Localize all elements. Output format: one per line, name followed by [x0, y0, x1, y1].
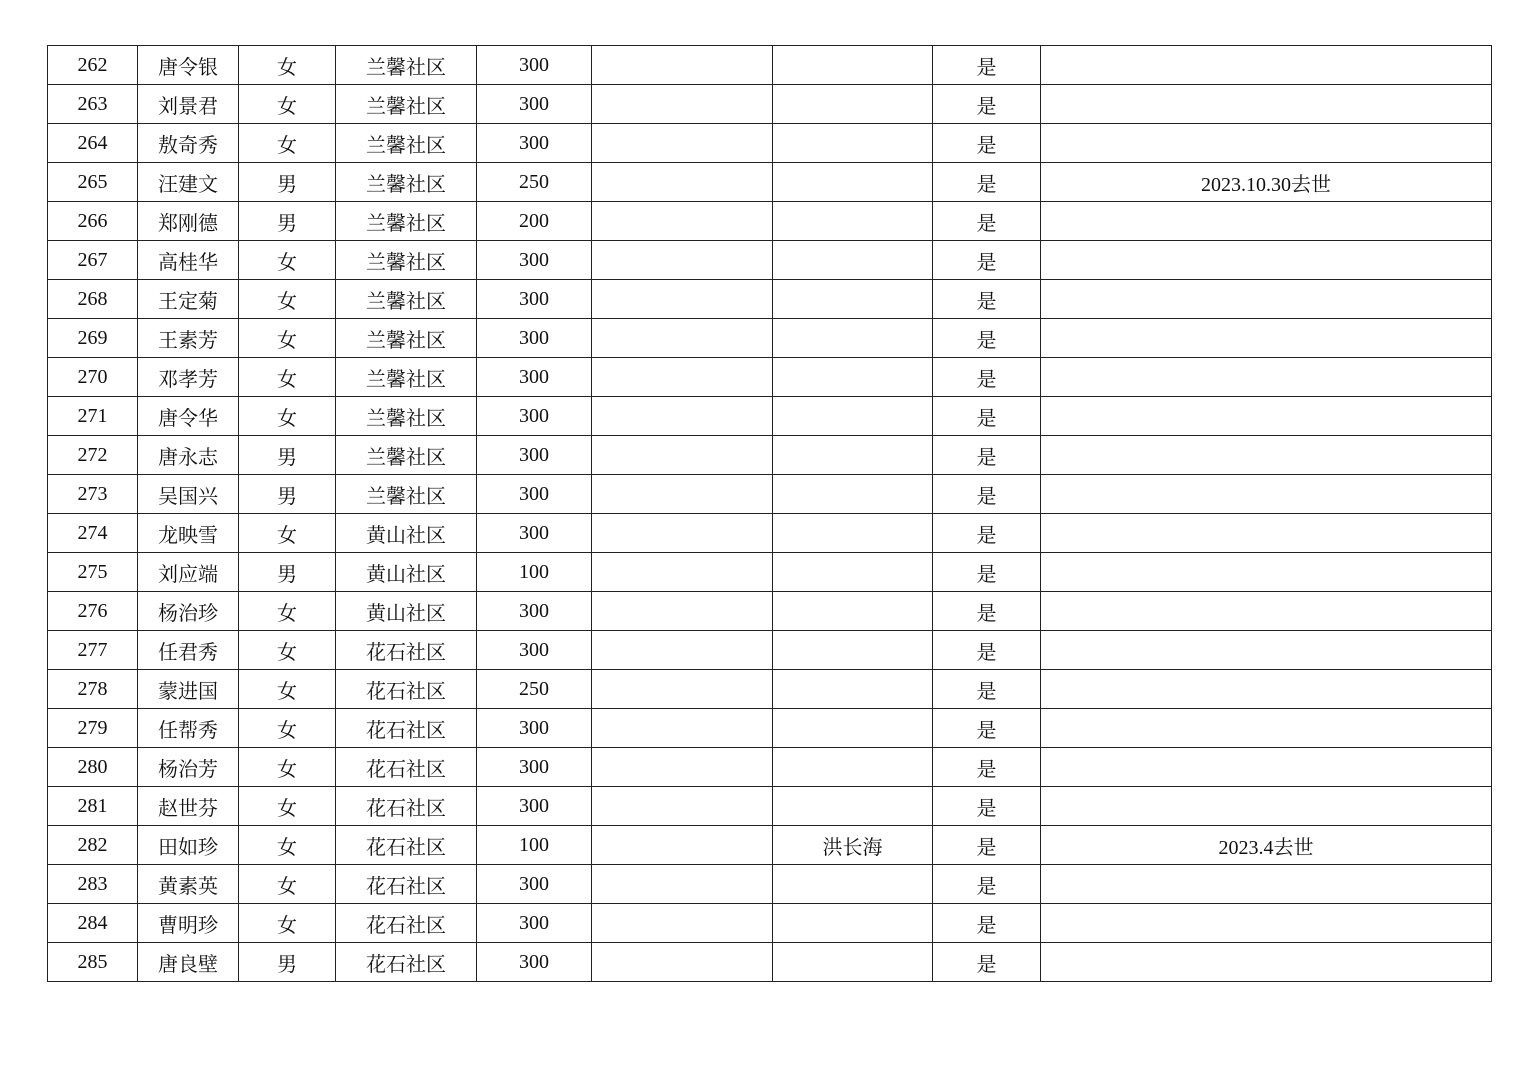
- amount-cell: 300: [477, 865, 592, 904]
- status-cell: 是: [933, 631, 1041, 670]
- name-cell: 王素芳: [138, 319, 239, 358]
- contact-cell: [773, 241, 933, 280]
- table-row: [48, 475, 1492, 514]
- remark-cell: [1041, 787, 1492, 826]
- contact-cell: [773, 553, 933, 592]
- row-number-cell: 280: [48, 748, 138, 787]
- status-cell: 是: [933, 787, 1041, 826]
- contact-cell: [773, 943, 933, 982]
- community-cell: 花石社区: [336, 826, 477, 865]
- name-cell: 唐令银: [138, 46, 239, 85]
- table-row: [48, 787, 1492, 826]
- table-row: [48, 943, 1492, 982]
- amount-cell: 300: [477, 436, 592, 475]
- amount-cell: 300: [477, 592, 592, 631]
- blank-cell: [592, 904, 773, 943]
- amount-cell: 300: [477, 241, 592, 280]
- amount-cell: 300: [477, 85, 592, 124]
- remark-cell: [1041, 475, 1492, 514]
- contact-cell: [773, 475, 933, 514]
- remark-cell: 2023.4去世: [1041, 826, 1492, 865]
- status-cell: 是: [933, 748, 1041, 787]
- community-cell: 兰馨社区: [336, 241, 477, 280]
- amount-cell: 300: [477, 748, 592, 787]
- remark-cell: [1041, 748, 1492, 787]
- amount-cell: 300: [477, 475, 592, 514]
- table-row: [48, 436, 1492, 475]
- gender-cell: 女: [239, 592, 336, 631]
- roster-body: [48, 46, 1492, 982]
- community-cell: 花石社区: [336, 787, 477, 826]
- name-cell: 唐令华: [138, 397, 239, 436]
- table-row: [48, 514, 1492, 553]
- community-cell: 兰馨社区: [336, 202, 477, 241]
- status-cell: 是: [933, 670, 1041, 709]
- table-row: [48, 631, 1492, 670]
- contact-cell: [773, 787, 933, 826]
- row-number-cell: 272: [48, 436, 138, 475]
- community-cell: 花石社区: [336, 748, 477, 787]
- name-cell: 唐永志: [138, 436, 239, 475]
- table-row: [48, 202, 1492, 241]
- blank-cell: [592, 865, 773, 904]
- table-row: [48, 592, 1492, 631]
- community-cell: 兰馨社区: [336, 436, 477, 475]
- community-cell: 花石社区: [336, 904, 477, 943]
- contact-cell: [773, 163, 933, 202]
- community-cell: 兰馨社区: [336, 319, 477, 358]
- contact-cell: [773, 124, 933, 163]
- contact-cell: [773, 748, 933, 787]
- table-row: [48, 280, 1492, 319]
- row-number-cell: 270: [48, 358, 138, 397]
- row-number-cell: 285: [48, 943, 138, 982]
- status-cell: 是: [933, 904, 1041, 943]
- community-cell: 黄山社区: [336, 592, 477, 631]
- blank-cell: [592, 436, 773, 475]
- amount-cell: 250: [477, 163, 592, 202]
- status-cell: 是: [933, 46, 1041, 85]
- amount-cell: 250: [477, 670, 592, 709]
- blank-cell: [592, 124, 773, 163]
- contact-cell: [773, 397, 933, 436]
- name-cell: 黄素英: [138, 865, 239, 904]
- community-cell: 兰馨社区: [336, 163, 477, 202]
- name-cell: 杨治珍: [138, 592, 239, 631]
- amount-cell: 300: [477, 397, 592, 436]
- community-cell: 兰馨社区: [336, 85, 477, 124]
- row-number-cell: 278: [48, 670, 138, 709]
- table-row: [48, 670, 1492, 709]
- name-cell: 敖奇秀: [138, 124, 239, 163]
- amount-cell: 300: [477, 46, 592, 85]
- name-cell: 任帮秀: [138, 709, 239, 748]
- community-cell: 花石社区: [336, 943, 477, 982]
- gender-cell: 男: [239, 163, 336, 202]
- remark-cell: [1041, 46, 1492, 85]
- remark-cell: [1041, 514, 1492, 553]
- community-cell: 花石社区: [336, 670, 477, 709]
- gender-cell: 女: [239, 124, 336, 163]
- amount-cell: 300: [477, 787, 592, 826]
- roster-table: [47, 45, 1492, 982]
- blank-cell: [592, 748, 773, 787]
- community-cell: 兰馨社区: [336, 124, 477, 163]
- table-row: [48, 397, 1492, 436]
- gender-cell: 女: [239, 319, 336, 358]
- contact-cell: [773, 592, 933, 631]
- community-cell: 花石社区: [336, 631, 477, 670]
- blank-cell: [592, 46, 773, 85]
- name-cell: 曹明珍: [138, 904, 239, 943]
- name-cell: 吴国兴: [138, 475, 239, 514]
- status-cell: 是: [933, 826, 1041, 865]
- gender-cell: 女: [239, 787, 336, 826]
- status-cell: 是: [933, 514, 1041, 553]
- contact-cell: 洪长海: [773, 826, 933, 865]
- row-number-cell: 268: [48, 280, 138, 319]
- row-number-cell: 273: [48, 475, 138, 514]
- row-number-cell: 269: [48, 319, 138, 358]
- gender-cell: 男: [239, 436, 336, 475]
- remark-cell: [1041, 592, 1492, 631]
- blank-cell: [592, 475, 773, 514]
- blank-cell: [592, 787, 773, 826]
- blank-cell: [592, 397, 773, 436]
- blank-cell: [592, 241, 773, 280]
- name-cell: 赵世芬: [138, 787, 239, 826]
- row-number-cell: 267: [48, 241, 138, 280]
- remark-cell: [1041, 358, 1492, 397]
- blank-cell: [592, 85, 773, 124]
- blank-cell: [592, 319, 773, 358]
- remark-cell: [1041, 904, 1492, 943]
- table-row: [48, 904, 1492, 943]
- row-number-cell: 271: [48, 397, 138, 436]
- name-cell: 郑刚德: [138, 202, 239, 241]
- table-row: [48, 241, 1492, 280]
- remark-cell: [1041, 280, 1492, 319]
- blank-cell: [592, 280, 773, 319]
- amount-cell: 300: [477, 319, 592, 358]
- gender-cell: 女: [239, 826, 336, 865]
- status-cell: 是: [933, 592, 1041, 631]
- amount-cell: 300: [477, 709, 592, 748]
- remark-cell: [1041, 124, 1492, 163]
- status-cell: 是: [933, 241, 1041, 280]
- contact-cell: [773, 436, 933, 475]
- contact-cell: [773, 358, 933, 397]
- blank-cell: [592, 514, 773, 553]
- amount-cell: 100: [477, 826, 592, 865]
- status-cell: 是: [933, 319, 1041, 358]
- status-cell: 是: [933, 124, 1041, 163]
- status-cell: 是: [933, 202, 1041, 241]
- gender-cell: 男: [239, 202, 336, 241]
- remark-cell: [1041, 436, 1492, 475]
- amount-cell: 100: [477, 553, 592, 592]
- name-cell: 龙映雪: [138, 514, 239, 553]
- remark-cell: [1041, 319, 1492, 358]
- gender-cell: 女: [239, 358, 336, 397]
- row-number-cell: 279: [48, 709, 138, 748]
- name-cell: 蒙进国: [138, 670, 239, 709]
- gender-cell: 女: [239, 865, 336, 904]
- name-cell: 王定菊: [138, 280, 239, 319]
- contact-cell: [773, 904, 933, 943]
- blank-cell: [592, 553, 773, 592]
- remark-cell: [1041, 709, 1492, 748]
- contact-cell: [773, 280, 933, 319]
- amount-cell: 200: [477, 202, 592, 241]
- row-number-cell: 265: [48, 163, 138, 202]
- name-cell: 高桂华: [138, 241, 239, 280]
- table-row: [48, 85, 1492, 124]
- remark-cell: 2023.10.30去世: [1041, 163, 1492, 202]
- blank-cell: [592, 709, 773, 748]
- table-row: [48, 319, 1492, 358]
- remark-cell: [1041, 553, 1492, 592]
- status-cell: 是: [933, 709, 1041, 748]
- gender-cell: 男: [239, 553, 336, 592]
- status-cell: 是: [933, 475, 1041, 514]
- contact-cell: [773, 319, 933, 358]
- table-row: [48, 46, 1492, 85]
- remark-cell: [1041, 670, 1492, 709]
- status-cell: 是: [933, 943, 1041, 982]
- blank-cell: [592, 631, 773, 670]
- amount-cell: 300: [477, 124, 592, 163]
- amount-cell: 300: [477, 280, 592, 319]
- name-cell: 任君秀: [138, 631, 239, 670]
- name-cell: 汪建文: [138, 163, 239, 202]
- table-row: [48, 553, 1492, 592]
- community-cell: 兰馨社区: [336, 475, 477, 514]
- row-number-cell: 281: [48, 787, 138, 826]
- gender-cell: 女: [239, 670, 336, 709]
- contact-cell: [773, 514, 933, 553]
- amount-cell: 300: [477, 514, 592, 553]
- name-cell: 唐良壁: [138, 943, 239, 982]
- remark-cell: [1041, 865, 1492, 904]
- remark-cell: [1041, 943, 1492, 982]
- community-cell: 兰馨社区: [336, 280, 477, 319]
- name-cell: 邓孝芳: [138, 358, 239, 397]
- remark-cell: [1041, 631, 1492, 670]
- name-cell: 刘应端: [138, 553, 239, 592]
- table-row: [48, 865, 1492, 904]
- row-number-cell: 262: [48, 46, 138, 85]
- community-cell: 黄山社区: [336, 553, 477, 592]
- gender-cell: 女: [239, 514, 336, 553]
- status-cell: 是: [933, 163, 1041, 202]
- blank-cell: [592, 202, 773, 241]
- amount-cell: 300: [477, 943, 592, 982]
- row-number-cell: 282: [48, 826, 138, 865]
- amount-cell: 300: [477, 631, 592, 670]
- table-row: [48, 124, 1492, 163]
- table-row: [48, 709, 1492, 748]
- gender-cell: 女: [239, 904, 336, 943]
- community-cell: 黄山社区: [336, 514, 477, 553]
- gender-cell: 女: [239, 748, 336, 787]
- remark-cell: [1041, 202, 1492, 241]
- blank-cell: [592, 163, 773, 202]
- community-cell: 兰馨社区: [336, 358, 477, 397]
- remark-cell: [1041, 241, 1492, 280]
- blank-cell: [592, 670, 773, 709]
- community-cell: 兰馨社区: [336, 397, 477, 436]
- contact-cell: [773, 709, 933, 748]
- row-number-cell: 266: [48, 202, 138, 241]
- status-cell: 是: [933, 280, 1041, 319]
- amount-cell: 300: [477, 358, 592, 397]
- contact-cell: [773, 865, 933, 904]
- amount-cell: 300: [477, 904, 592, 943]
- contact-cell: [773, 46, 933, 85]
- gender-cell: 女: [239, 85, 336, 124]
- row-number-cell: 275: [48, 553, 138, 592]
- remark-cell: [1041, 85, 1492, 124]
- row-number-cell: 263: [48, 85, 138, 124]
- blank-cell: [592, 943, 773, 982]
- contact-cell: [773, 202, 933, 241]
- contact-cell: [773, 670, 933, 709]
- table-row: [48, 358, 1492, 397]
- contact-cell: [773, 85, 933, 124]
- status-cell: 是: [933, 865, 1041, 904]
- blank-cell: [592, 826, 773, 865]
- row-number-cell: 283: [48, 865, 138, 904]
- contact-cell: [773, 631, 933, 670]
- name-cell: 田如珍: [138, 826, 239, 865]
- row-number-cell: 264: [48, 124, 138, 163]
- row-number-cell: 284: [48, 904, 138, 943]
- status-cell: 是: [933, 358, 1041, 397]
- status-cell: 是: [933, 436, 1041, 475]
- gender-cell: 男: [239, 475, 336, 514]
- status-cell: 是: [933, 85, 1041, 124]
- table-row: [48, 826, 1492, 865]
- community-cell: 花石社区: [336, 865, 477, 904]
- status-cell: 是: [933, 553, 1041, 592]
- gender-cell: 男: [239, 943, 336, 982]
- gender-cell: 女: [239, 46, 336, 85]
- blank-cell: [592, 358, 773, 397]
- row-number-cell: 277: [48, 631, 138, 670]
- blank-cell: [592, 592, 773, 631]
- name-cell: 杨治芳: [138, 748, 239, 787]
- community-cell: 花石社区: [336, 709, 477, 748]
- row-number-cell: 276: [48, 592, 138, 631]
- name-cell: 刘景君: [138, 85, 239, 124]
- table-row: [48, 163, 1492, 202]
- table-row: [48, 748, 1492, 787]
- gender-cell: 女: [239, 241, 336, 280]
- gender-cell: 女: [239, 709, 336, 748]
- status-cell: 是: [933, 397, 1041, 436]
- gender-cell: 女: [239, 397, 336, 436]
- remark-cell: [1041, 397, 1492, 436]
- gender-cell: 女: [239, 631, 336, 670]
- row-number-cell: 274: [48, 514, 138, 553]
- gender-cell: 女: [239, 280, 336, 319]
- community-cell: 兰馨社区: [336, 46, 477, 85]
